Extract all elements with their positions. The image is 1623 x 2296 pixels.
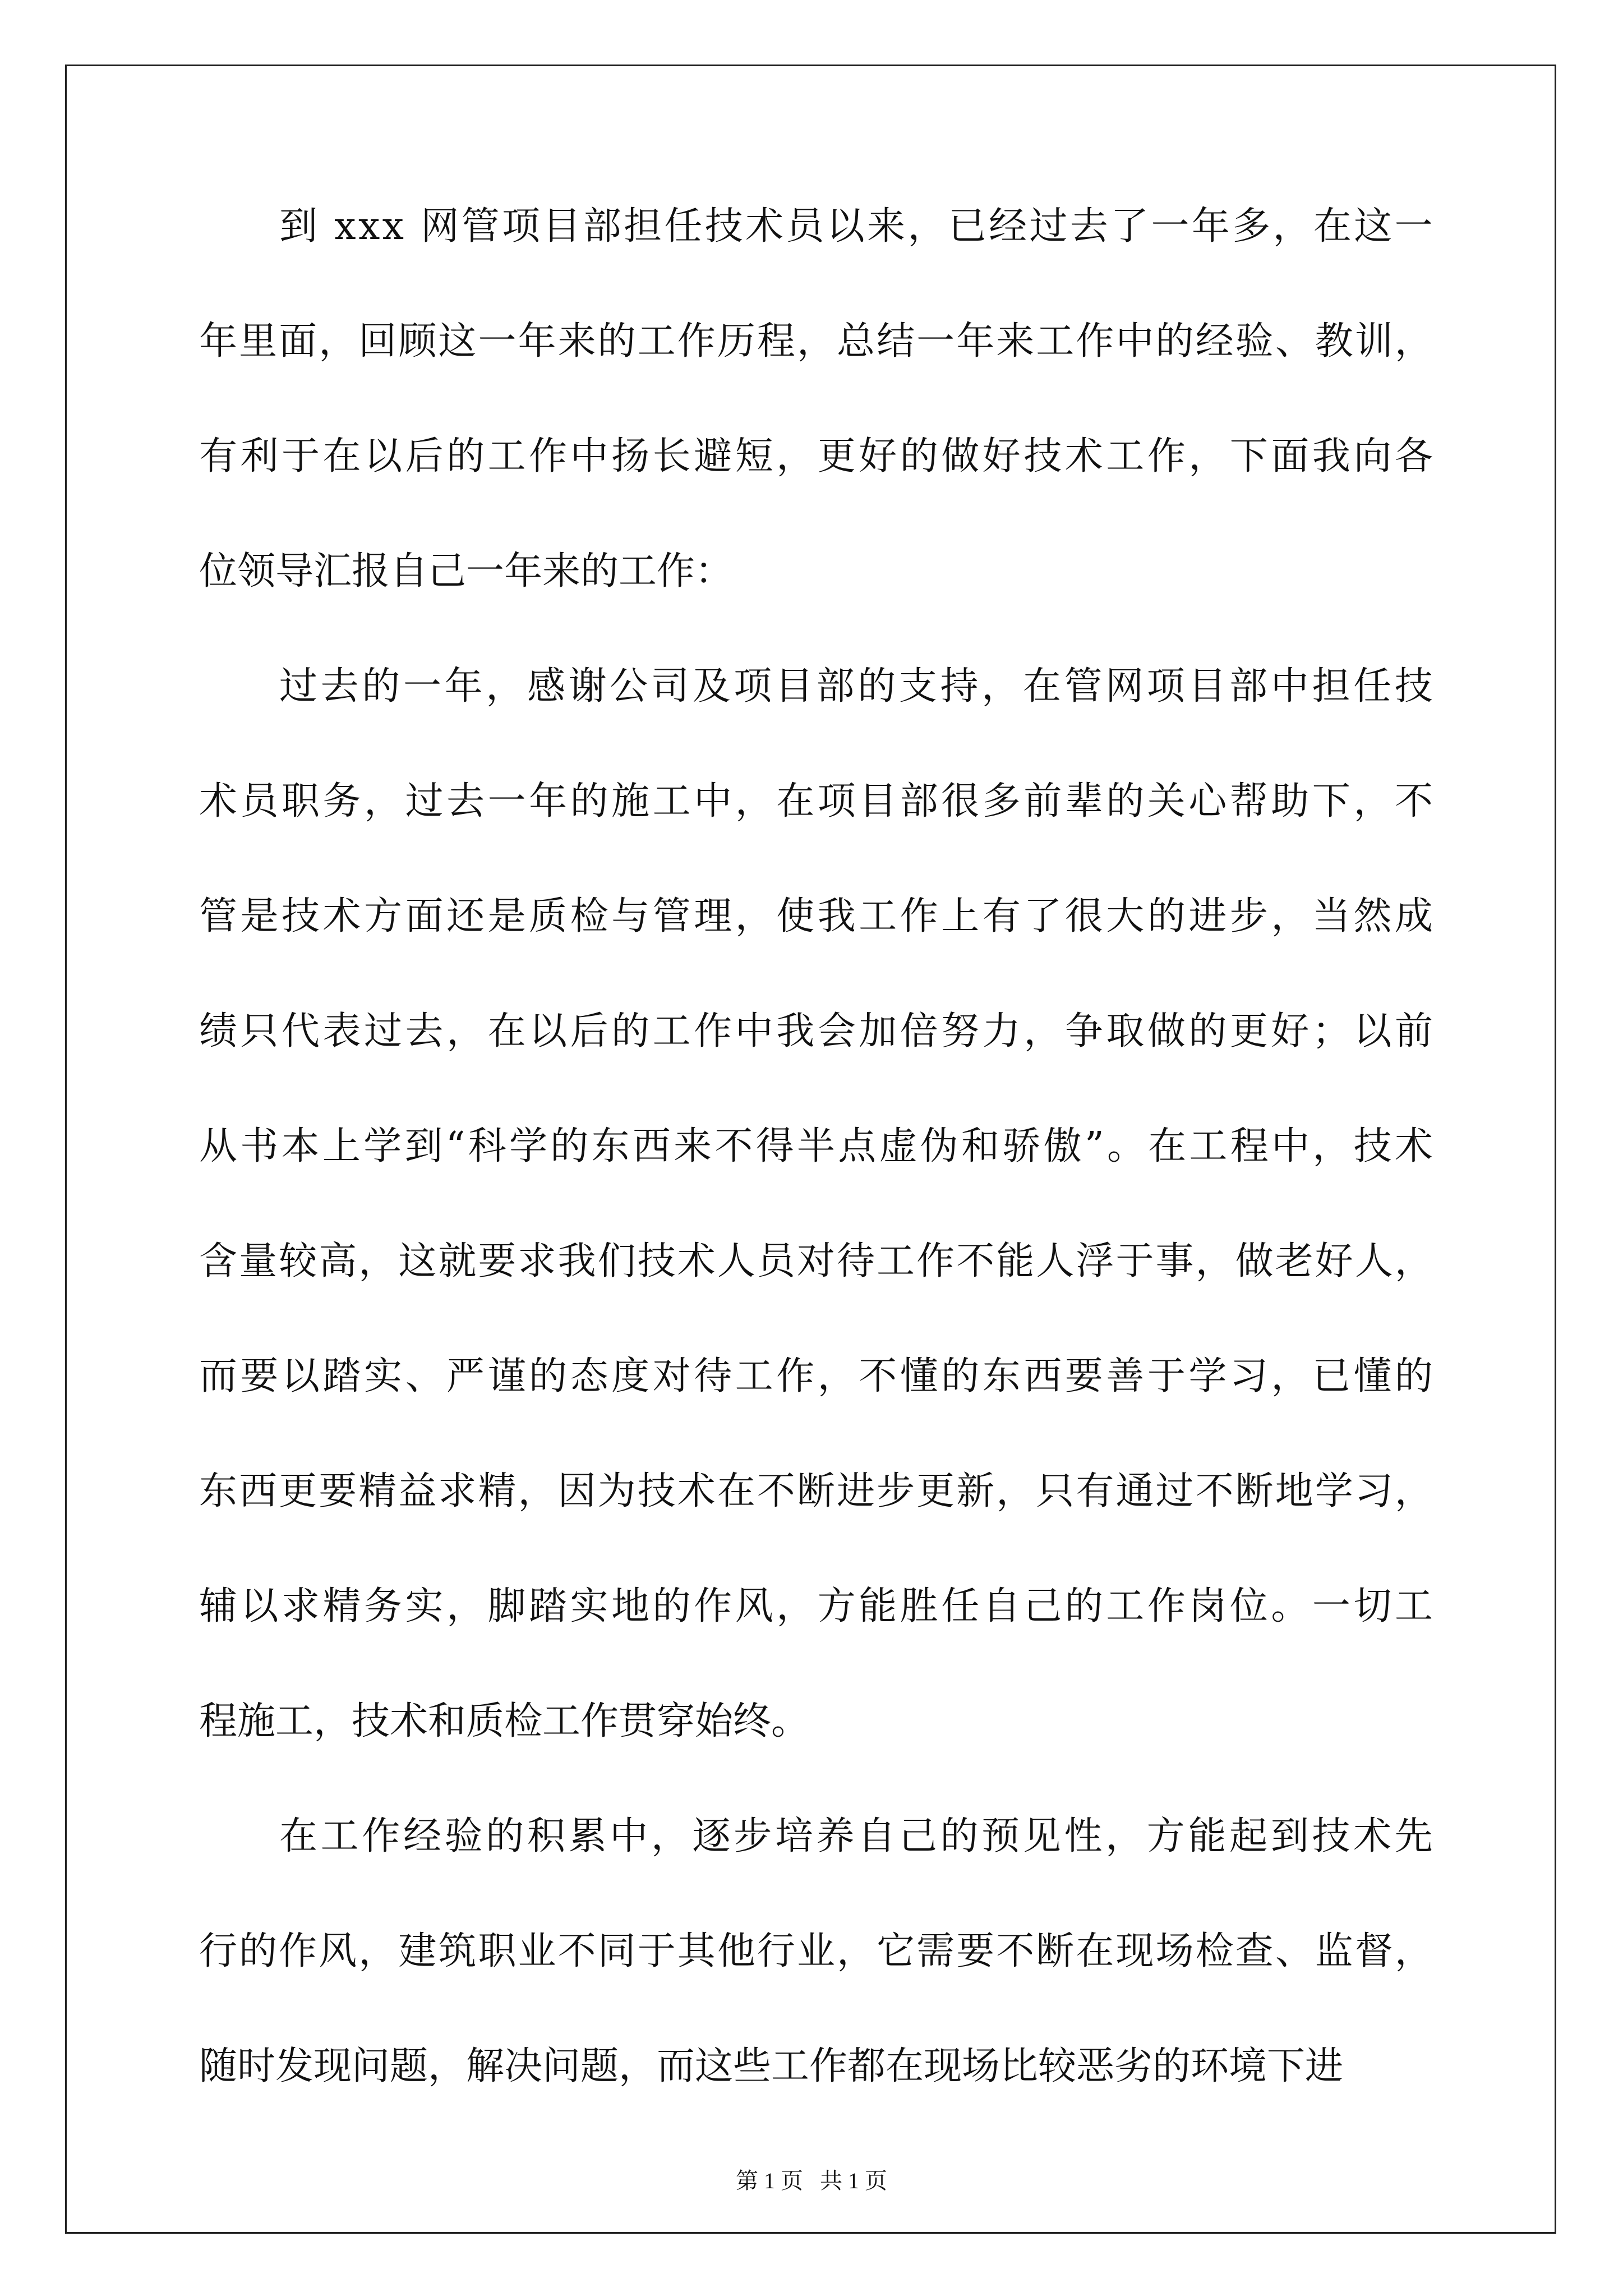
paragraph-line: 程施工，技术和质检工作贯穿始终。 <box>199 1699 810 1743</box>
paragraph-line: 东 西 更 要 精 益 求 精 ， 因 为 技 术 在 不 断 进 步 更 新 ， 只 有 通 过 不 断 地 学 习 ， <box>199 1469 1433 1513</box>
paragraph-line: 而 要 以 踏 实 、 严 谨 的 态 度 对 待 工 作 ， 不 懂 的 东 西 要 善 于 学 习 ， 已 懂 的 <box>199 1354 1433 1398</box>
paragraph-line: 含 量 较 高 ， 这 就 要 求 我 们 技 术 人 员 对 待 工 作 不 能 人 浮 于 事 ， 做 老 好 人 ， <box>199 1239 1433 1283</box>
paragraph-line: 行 的 作 风 ， 建 筑 职 业 不 同 于 其 他 行 业 ， 它 需 要 不 断 在 现 场 检 查 、 监 督 ， <box>199 1929 1433 1973</box>
paragraph-line: 辅 以 求 精 务 实 ， 脚 踏 实 地 的 作 风 ， 方 能 胜 任 自 己 的 工 作 岗 位 。 一 切 工 <box>199 1584 1433 1628</box>
paragraph-line: 过 去 的 一 年 ， 感 谢 公 司 及 项 目 部 的 支 持 ， 在 管 网 项 目 部 中 担 任 技 <box>279 664 1433 708</box>
paragraph-line: 位领导汇报自己一年来的工作： <box>199 549 734 593</box>
page-footer: 第 1 页 共 1 页 <box>736 2168 887 2193</box>
paragraph-line: 术 员 职 务 ， 过 去 一 年 的 施 工 中 ， 在 项 目 部 很 多 前 辈 的 关 心 帮 助 下 ， 不 <box>199 779 1433 823</box>
paragraph-line: 年 里 面 ， 回 顾 这 一 年 来 的 工 作 历 程 ， 总 结 一 年 来 工 作 中 的 经 验 、 教 训 ， <box>199 319 1433 364</box>
paragraph-line: 有 利 于 在 以 后 的 工 作 中 扬 长 避 短 ， 更 好 的 做 好 技 术 工 作 ， 下 面 我 向 各 <box>199 434 1433 478</box>
paragraph-line: 从 书 本 上 学 到 “ 科 学 的 东 西 来 不 得 半 点 虚 伪 和 骄 傲 ” 。 在 工 程 中 ， 技 术 <box>199 1124 1433 1168</box>
paragraph-line: 管 是 技 术 方 面 还 是 质 检 与 管 理 ， 使 我 工 作 上 有 了 很 大 的 进 步 ， 当 然 成 <box>199 894 1433 938</box>
paragraph-line: 到 x x x 网 管 项 目 部 担 任 技 术 员 以 来 ， 已 经 过 去 了 一 年 多 ， 在 这 一 <box>279 204 1433 249</box>
paragraph-line: 随时发现问题，解决问题，而这些工作都在现场比较恶劣的环境下进 <box>199 2044 1344 2088</box>
paragraph-line: 绩 只 代 表 过 去 ， 在 以 后 的 工 作 中 我 会 加 倍 努 力 ， 争 取 做 的 更 好 ； 以 前 <box>199 1009 1433 1053</box>
document-body <box>199 204 1433 2162</box>
paragraph-line: 在 工 作 经 验 的 积 累 中 ， 逐 步 培 养 自 己 的 预 见 性 ， 方 能 起 到 技 术 先 <box>279 1814 1433 1858</box>
